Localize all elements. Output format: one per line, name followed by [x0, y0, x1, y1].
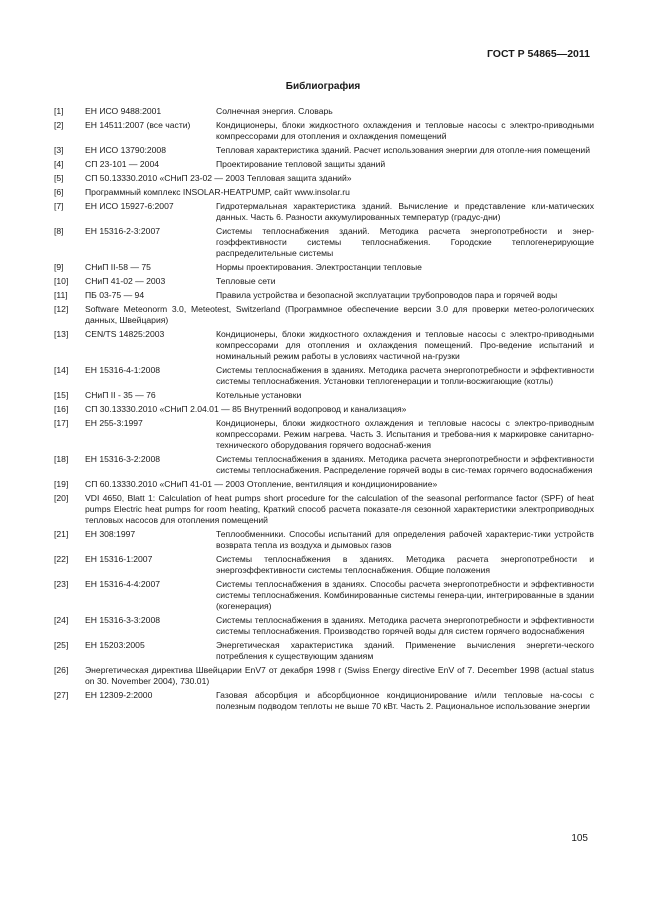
entry-description: Теплообменники. Способы испытаний для определения рабочей характерис-тики устройств возврата тепла из воздуха и дымовых газов [216, 529, 594, 550]
entry-number: [22] [54, 554, 69, 564]
bibliography-list [54, 106, 594, 715]
entry-number: [13] [54, 329, 69, 339]
entry-number: [14] [54, 365, 69, 375]
entry-description: Энергетическая характеристика зданий. Применение вычисления энергети-ческого потребления к существующим зданиям [216, 640, 594, 661]
entry-description: Тепловая характеристика зданий. Расчет использования энергии для отопле-ния помещений [216, 145, 591, 155]
entry-code: ЕН 12309-2:2000 [85, 690, 153, 700]
entry-code: СНиП 41-02 — 2003 [85, 276, 166, 286]
bibliography-entry [54, 290, 594, 301]
bibliography-entry [54, 173, 594, 184]
entry-number: [18] [54, 454, 69, 464]
entry-code: ЕН 14511:2007 (все части) [85, 120, 191, 130]
entry-code: ПБ 03-75 — 94 [85, 290, 145, 300]
entry-description: Системы теплоснабжения в зданиях. Методика расчета энергопотребности и эффективности системы теплоснабжения. Производство горячей воды для систем горячего водоснабжения [216, 615, 594, 636]
bibliography-entry [54, 690, 594, 712]
entry-number: [15] [54, 390, 69, 400]
entry-number: [25] [54, 640, 69, 650]
entry-description: Котельные установки [216, 390, 302, 400]
bibliography-entry [54, 404, 594, 415]
bibliography-entry [54, 187, 594, 198]
entry-number: [8] [54, 226, 64, 236]
bibliography-entry [54, 226, 594, 259]
entry-number: [4] [54, 159, 64, 169]
bibliography-entry [54, 390, 594, 401]
entry-code: СП 23-101 — 2004 [85, 159, 160, 169]
entry-description: Системы теплоснабжения в зданиях. Методика расчета энергопотребности и эффективности системы теплоснабжения. Распределение горячей воды в сис-темах горячего водоснабжения [216, 454, 594, 475]
entry-number: [1] [54, 106, 64, 116]
entry-number: [26] [54, 665, 69, 675]
entry-description: Энергетическая директива Швейцарии EnV7 от декабря 1998 г (Swiss Energy directive EnV of 7. December 1998 (actual status on 30. November 2004), 730.01) [85, 665, 594, 686]
entry-description: Системы теплоснабжения в зданиях. Способы расчета энергопотребности и эффективности системы теплоснабжения. Комбинированные системы генера-ции, интегрированные в здании (когенерация) [216, 579, 594, 611]
bibliography-entry [54, 276, 594, 287]
entry-number: [21] [54, 529, 69, 539]
section-title: Библиография [285, 81, 361, 92]
entry-description: VDI 4650, Blatt 1: Calculation of heat pumps short procedure for the calculation of the seasonal performance factor (SPF) of heat pumps Electric heat pumps for room heating, Краткий способ расчета показате-ля сезонной характеристики электроприводных тепловых насосов для отопления помещений [85, 493, 594, 525]
bibliography-entry [54, 329, 594, 362]
entry-description: Газовая абсорбция и абсорбционное кондиционирование и/или тепловые на-сосы с полезным подводом теплоты не выше 70 кВт. Часть 2. Рациональное использование энергии [216, 690, 594, 711]
entry-code: ЕН 255-3:1997 [85, 418, 143, 428]
entry-description: Тепловые сети [216, 276, 276, 286]
bibliography-entry [54, 145, 594, 156]
entry-description: Кондиционеры, блоки жидкостного охлаждения и тепловые насосы с электро-приводными компрессорами для отопления и охлаждения помещений [216, 120, 594, 141]
entry-number: [19] [54, 479, 69, 489]
entry-code: ЕН 15316-4-1:2008 [85, 365, 161, 375]
entry-number: [10] [54, 276, 69, 286]
entry-number: [27] [54, 690, 69, 700]
bibliography-entry [54, 120, 594, 142]
entry-code: ЕН ИСО 9488:2001 [85, 106, 162, 116]
entry-description: Нормы проектирования. Электростанции тепловые [216, 262, 422, 272]
bibliography-entry [54, 615, 594, 637]
bibliography-entry [54, 529, 594, 551]
entry-code: CEN/TS 14825:2003 [85, 329, 165, 339]
entry-description: Правила устройства и безопасной эксплуатации трубопроводов пара и горячей воды [216, 290, 558, 300]
bibliography-entry [54, 665, 594, 687]
bibliography-entry [54, 454, 594, 476]
entry-number: [20] [54, 493, 69, 503]
bibliography-entry [54, 479, 594, 490]
bibliography-entry [54, 304, 594, 326]
bibliography-entry [54, 262, 594, 273]
entry-number: [6] [54, 187, 64, 197]
bibliography-entry [54, 418, 594, 451]
entry-number: [11] [54, 290, 68, 300]
entry-description: Гидротермальная характеристика зданий. Вычисление и представление кли-матических данных. Часть 6. Разности аккумулированных температур (градус-дни) [216, 201, 594, 222]
entry-code: ЕН 15316-2-3:2007 [85, 226, 161, 236]
bibliography-entry [54, 579, 594, 612]
entry-code: ЕН 15316-3-2:2008 [85, 454, 161, 464]
entry-description: Солнечная энергия. Словарь [216, 106, 333, 116]
entry-number: [3] [54, 145, 64, 155]
entry-number: [9] [54, 262, 64, 272]
page-number: 105 [571, 833, 588, 844]
entry-code: ЕН ИСО 13790:2008 [85, 145, 166, 155]
entry-description: Software Meteonorm 3.0, Meteotest, Switzerland (Программное обеспечение версии 3.0 для проверки метео-рологических данных, Швейцария) [85, 304, 594, 325]
entry-code: ЕН 15316-4-4:2007 [85, 579, 161, 589]
bibliography-entry [54, 365, 594, 387]
entry-description: СП 60.13330.2010 «СНиП 41-01 — 2003 Отопление, вентиляция и кондиционирование» [85, 479, 438, 489]
entry-code: ЕН 308:1997 [85, 529, 136, 539]
entry-description: Проектирование тепловой защиты зданий [216, 159, 386, 169]
entry-number: [17] [54, 418, 69, 428]
entry-number: [23] [54, 579, 69, 589]
entry-description: Кондиционеры, блоки жидкостного охлаждения и тепловые насосы с электро-приводным компрессорами. Режим нагрева. Часть 3. Испытания и требова-ния к маркировке санитарно-технического оборудования горячего водоснаб-жения [216, 418, 594, 450]
entry-code: СНиП II - 35 — 76 [85, 390, 156, 400]
standard-designation: ГОСТ Р 54865—2011 [486, 48, 590, 60]
entry-description: Системы теплоснабжения в зданиях. Методика расчета энергопотребности и энергоэффективности системы теплоснабжения. Общие положения [216, 554, 594, 575]
bibliography-entry [54, 493, 594, 526]
entry-number: [5] [54, 173, 64, 183]
entry-description: Кондиционеры, блоки жидкостного охлаждения и тепловые насосы с электро-приводными компрессорами для отопления и охлаждения помещений. Про-ведение испытаний и номинальный режим работы в условиях частичной на-грузки [216, 329, 594, 361]
entry-description: Программный комплекс INSOLAR-HEATPUMP, сайт www.insolar.ru [85, 187, 350, 197]
entry-number: [12] [54, 304, 69, 314]
entry-number: [16] [54, 404, 69, 414]
entry-description: Системы теплоснабжения в зданиях. Методика расчета энергопотребности и эффективности системы теплоснабжения. Установки теплогенерации и топли-восжигающие (котлы) [216, 365, 594, 386]
entry-description: СП 50.13330.2010 «СНиП 23-02 — 2003 Тепловая защита зданий» [85, 173, 352, 183]
bibliography-entry [54, 640, 594, 662]
entry-number: [2] [54, 120, 64, 130]
entry-code: ЕН ИСО 15927-6:2007 [85, 201, 174, 211]
entry-code: СНиП II-58 — 75 [85, 262, 151, 272]
bibliography-entry [54, 159, 594, 170]
bibliography-entry [54, 201, 594, 223]
entry-description: Системы теплоснабжения зданий. Методика расчета энергопотребности и энер-гоэффективности системы теплоснабжения. Городские теплогенерирующие распределительные системы [216, 226, 594, 258]
entry-number: [24] [54, 615, 69, 625]
bibliography-entry [54, 106, 594, 117]
bibliography-entry [54, 554, 594, 576]
entry-code: ЕН 15316-3-3:2008 [85, 615, 161, 625]
entry-code: ЕН 15316-1:2007 [85, 554, 153, 564]
entry-number: [7] [54, 201, 64, 211]
entry-code: ЕН 15203:2005 [85, 640, 145, 650]
entry-description: СП 30.13330.2010 «СНиП 2.04.01 — 85 Внутренний водопровод и канализация» [85, 404, 407, 414]
